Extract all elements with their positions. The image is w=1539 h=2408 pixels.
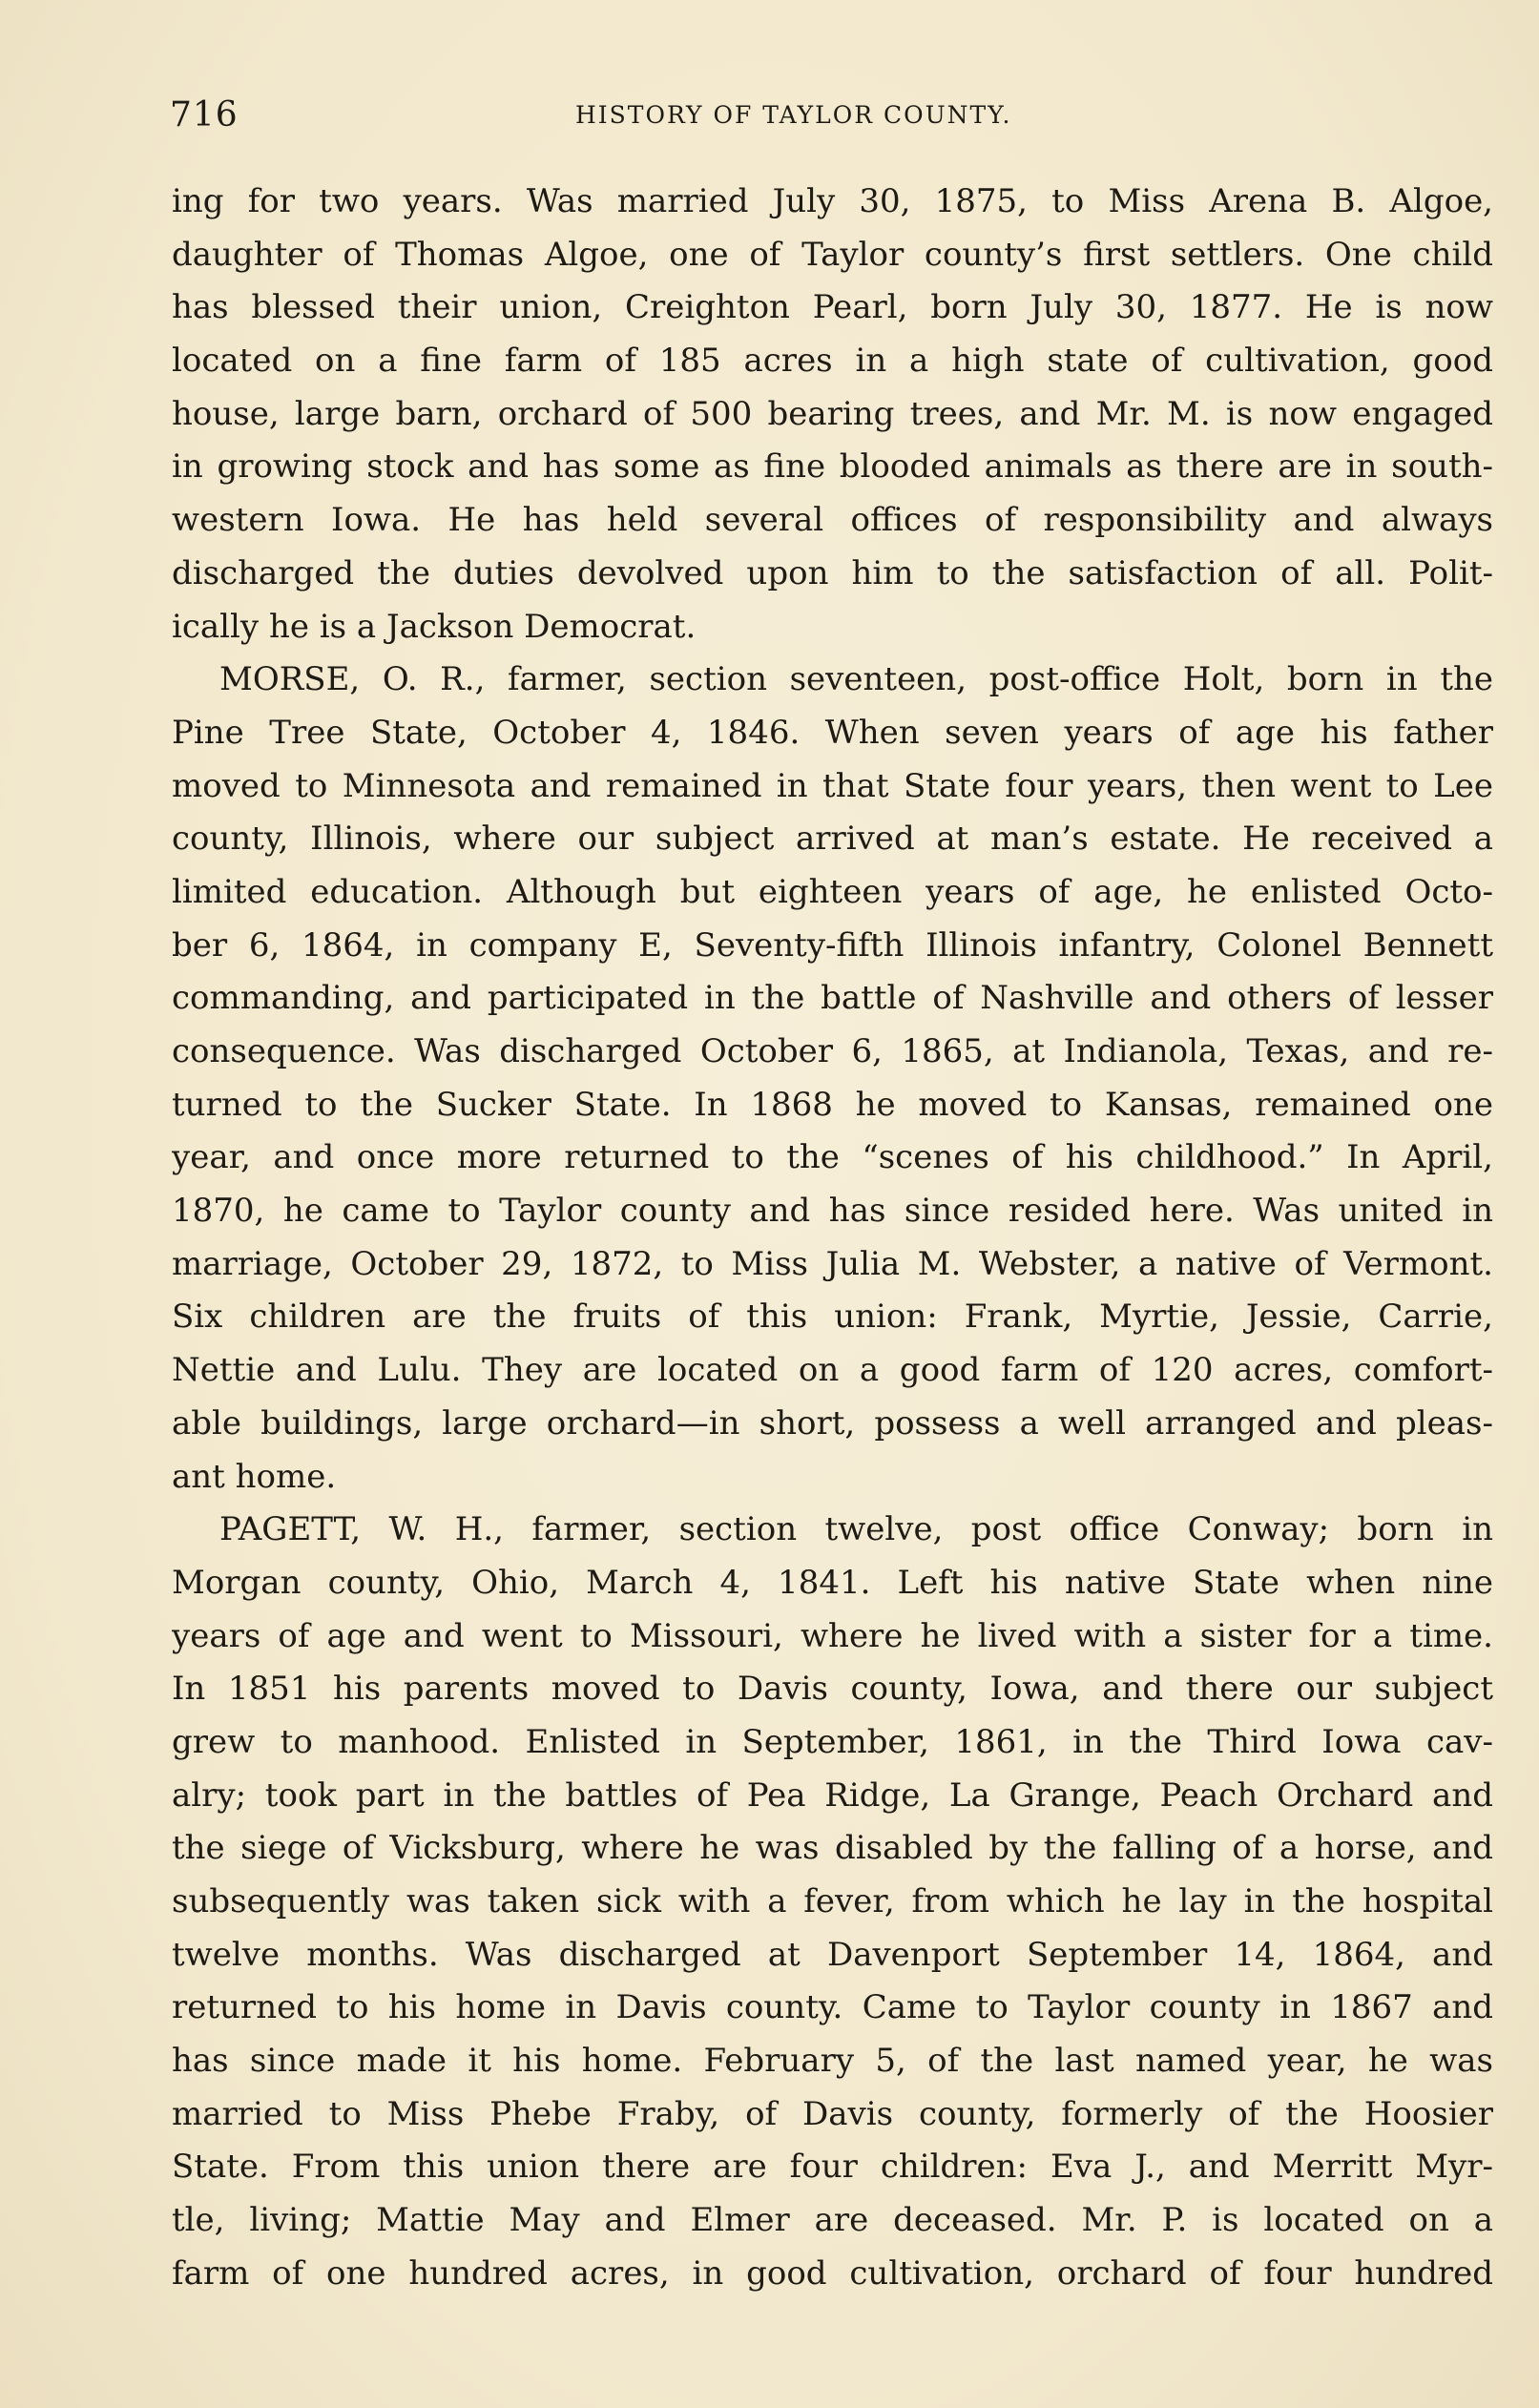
text-line: commanding, and participated in the battle of Nashville and others of lesser bbox=[172, 979, 1493, 1018]
text-line: ing for two years. Was married July 30, 1875, to Miss Arena B. Algoe, bbox=[172, 182, 1493, 220]
text-line: ant home. bbox=[172, 1457, 337, 1496]
text-line: Six children are the fruits of this union: Frank, Myrtie, Jessie, Carrie, bbox=[172, 1297, 1493, 1337]
text-line: daughter of Thomas Algoe, one of Taylor county’s first settlers. One child bbox=[172, 235, 1493, 274]
text-line: years of age and went to Missouri, where he lived with a sister for a time. bbox=[172, 1616, 1493, 1655]
text-line: house, large barn, orchard of 500 bearing trees, and Mr. M. is now engaged bbox=[172, 394, 1493, 433]
text-line: moved to Minnesota and remained in that State four years, then went to Lee bbox=[172, 766, 1493, 805]
text-line: State. From this union there are four children: Eva J., and Merritt Myr- bbox=[172, 2148, 1493, 2187]
text-line: ber 6, 1864, in company E, Seventy-fifth Illinois infantry, Colonel Bennett bbox=[172, 925, 1493, 965]
running-head: HISTORY OF TAYLOR COUNTY. bbox=[575, 101, 1012, 129]
text-line: Nettie and Lulu. They are located on a good farm of 120 acres, comfort- bbox=[172, 1351, 1493, 1390]
entry-start-line: MORSE, O. R., farmer, section seventeen, post-office Holt, born in the bbox=[219, 660, 1493, 699]
text-line: grew to manhood. Enlisted in September, 1861, in the Third Iowa cav- bbox=[172, 1722, 1493, 1761]
text-line: returned to his home in Davis county. Came to Taylor county in 1867 and bbox=[172, 1988, 1493, 2027]
text-line: farm of one hundred acres, in good cultivation, orchard of four hundred bbox=[172, 2253, 1493, 2293]
text-line: tle, living; Mattie May and Elmer are deceased. Mr. P. is located on a bbox=[172, 2201, 1493, 2240]
text-line: able buildings, large orchard—in short, possess a well arranged and pleas- bbox=[172, 1403, 1493, 1443]
text-line: twelve months. Was discharged at Davenport September 14, 1864, and bbox=[172, 1935, 1493, 1974]
text-line: Pine Tree State, October 4, 1846. When seven years of age his father bbox=[172, 713, 1493, 752]
text-line: county, Illinois, where our subject arrived at man’s estate. He received a bbox=[172, 820, 1493, 859]
text-line: the siege of Vicksburg, where he was disabled by the falling of a horse, and bbox=[172, 1829, 1493, 1868]
text-line: has blessed their union, Creighton Pearl, born July 30, 1877. He is now bbox=[172, 288, 1493, 327]
text-line: in growing stock and has some as fine blooded animals as there are in south- bbox=[172, 447, 1493, 487]
text-line: consequence. Was discharged October 6, 1865, at Indianola, Texas, and re- bbox=[172, 1032, 1493, 1070]
entry-start-line: PAGETT, W. H., farmer, section twelve, post office Conway; born in bbox=[219, 1510, 1493, 1549]
text-line: discharged the duties devolved upon him to the satisfaction of all. Polit- bbox=[172, 553, 1493, 592]
text-line: ically he is a Jackson Democrat. bbox=[172, 607, 697, 646]
text-line: In 1851 his parents moved to Davis county, Iowa, and there our subject bbox=[172, 1670, 1493, 1709]
text-line: limited education. Although but eighteen years of age, he enlisted Octo- bbox=[172, 872, 1493, 911]
text-line: marriage, October 29, 1872, to Miss Julia M. Webster, a native of Vermont. bbox=[172, 1244, 1493, 1283]
text-line: western Iowa. He has held several offices of responsibility and always bbox=[172, 501, 1493, 540]
text-line: 1870, he came to Taylor county and has since resided here. Was united in bbox=[172, 1192, 1493, 1231]
page-number: 716 bbox=[170, 95, 239, 135]
body-text bbox=[172, 176, 1493, 2301]
page-header bbox=[170, 95, 1506, 153]
text-line: subsequently was taken sick with a fever, from which he lay in the hospital bbox=[172, 1882, 1493, 1920]
text-line: located on a fine farm of 185 acres in a high state of cultivation, good bbox=[172, 342, 1493, 381]
text-line: alry; took part in the battles of Pea Ridge, La Grange, Peach Orchard and bbox=[172, 1775, 1493, 1815]
text-line: turned to the Sucker State. In 1868 he moved to Kansas, remained one bbox=[172, 1085, 1493, 1124]
text-line: married to Miss Phebe Fraby, of Davis county, formerly of the Hoosier bbox=[172, 2094, 1493, 2133]
text-line: Morgan county, Ohio, March 4, 1841. Left his native State when nine bbox=[172, 1563, 1493, 1602]
text-line: year, and once more returned to the “scenes of his childhood.” In April, bbox=[172, 1138, 1493, 1177]
text-line: has since made it his home. February 5, of the last named year, he was bbox=[172, 2042, 1493, 2081]
